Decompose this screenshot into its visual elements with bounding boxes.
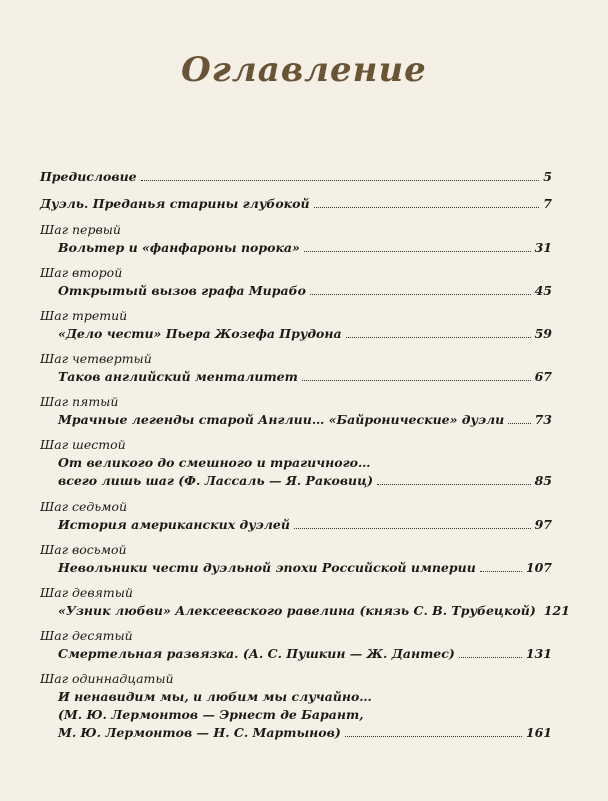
toc-entry-step-7[interactable] — [40, 498, 552, 534]
toc-entry-step-6[interactable] — [40, 436, 552, 490]
section-label: Шаг второй — [40, 265, 123, 280]
entry-title: Смертельная развязка. (А. С. Пушкин — Ж. Дантес) — [58, 646, 455, 661]
toc-entry-step-8[interactable] — [40, 541, 552, 577]
page-number: 85 — [534, 473, 552, 488]
toc-entry-step-3[interactable] — [40, 307, 552, 343]
page-number: 7 — [543, 196, 552, 211]
entry-title: «Дело чести» Пьера Жозефа Прудона — [58, 326, 342, 341]
page-number: 161 — [525, 725, 552, 740]
toc-entry-step-9[interactable] — [40, 584, 570, 620]
leader-dots — [141, 179, 540, 181]
leader-dots — [345, 735, 522, 737]
leader-dots — [346, 336, 531, 338]
page-number: 5 — [543, 169, 552, 184]
leader-dots — [302, 379, 531, 381]
leader-dots — [304, 250, 531, 252]
section-label: Шаг одиннадцатый — [40, 671, 174, 686]
page-title: Оглавление — [181, 50, 427, 90]
toc-entry-step-4[interactable] — [40, 350, 552, 386]
entry-title: Мрачные легенды старой Англии… «Байронические» дуэли — [58, 412, 505, 427]
leader-dots — [310, 293, 531, 295]
page-number: 45 — [534, 283, 552, 298]
toc-entry-step-2[interactable] — [40, 264, 552, 300]
page-number: 31 — [534, 240, 552, 255]
entry-title: История американских дуэлей — [58, 517, 290, 532]
entry-title: Вольтер и «фанфароны порока» — [58, 240, 300, 255]
section-label: Шаг десятый — [40, 628, 133, 643]
entry-title: М. Ю. Лермонтов — Н. С. Мартынов) — [58, 725, 341, 740]
page-number: 67 — [534, 369, 552, 384]
section-label: Шаг девятый — [40, 585, 133, 600]
entry-title: «Узник любви» Алексеевского равелина (князь С. В. Трубецкой) — [58, 603, 536, 618]
leader-dots — [314, 206, 540, 208]
section-label: Шаг пятый — [40, 394, 119, 409]
page-number: 97 — [534, 517, 552, 532]
leader-dots — [508, 422, 530, 424]
entry-title: Предисловие — [40, 169, 137, 184]
toc-entry-step-10[interactable] — [40, 627, 552, 663]
toc-entry-step-11[interactable] — [40, 670, 552, 742]
section-label: Шаг седьмой — [40, 499, 128, 514]
page-number: 107 — [525, 560, 552, 575]
entry-title-line: (М. Ю. Лермонтов — Эрнест де Барант, — [58, 707, 364, 722]
leader-dots — [377, 483, 531, 485]
page-number: 121 — [543, 603, 570, 618]
leader-dots — [480, 570, 522, 572]
toc-entry-step-5[interactable] — [40, 393, 552, 429]
page-number: 59 — [534, 326, 552, 341]
section-label: Шаг первый — [40, 222, 121, 237]
toc-entry-step-1[interactable] — [40, 221, 552, 257]
entry-title: всего лишь шаг (Ф. Лассаль — Я. Раковиц) — [58, 473, 374, 488]
toc-entry-duel[interactable] — [40, 195, 552, 213]
section-label: Шаг четвертый — [40, 351, 152, 366]
page-number: 73 — [534, 412, 552, 427]
section-label: Шаг восьмой — [40, 542, 127, 557]
section-label: Шаг шестой — [40, 437, 126, 452]
page-number: 131 — [525, 646, 552, 661]
entry-title-line: И ненавидим мы, и любим мы случайно… — [58, 689, 372, 704]
leader-dots — [459, 656, 522, 658]
entry-title: Открытый вызов графа Мирабо — [58, 283, 306, 298]
section-label: Шаг третий — [40, 308, 128, 323]
toc-entry-preface[interactable] — [40, 168, 552, 186]
entry-title: Дуэль. Преданья старины глубокой — [40, 196, 310, 211]
entry-title: Таков английский менталитет — [58, 369, 298, 384]
leader-dots — [294, 527, 531, 529]
entry-title-line: От великого до смешного и трагичного… — [58, 455, 371, 470]
entry-title: Невольники чести дуэльной эпохи Российской империи — [58, 560, 476, 575]
